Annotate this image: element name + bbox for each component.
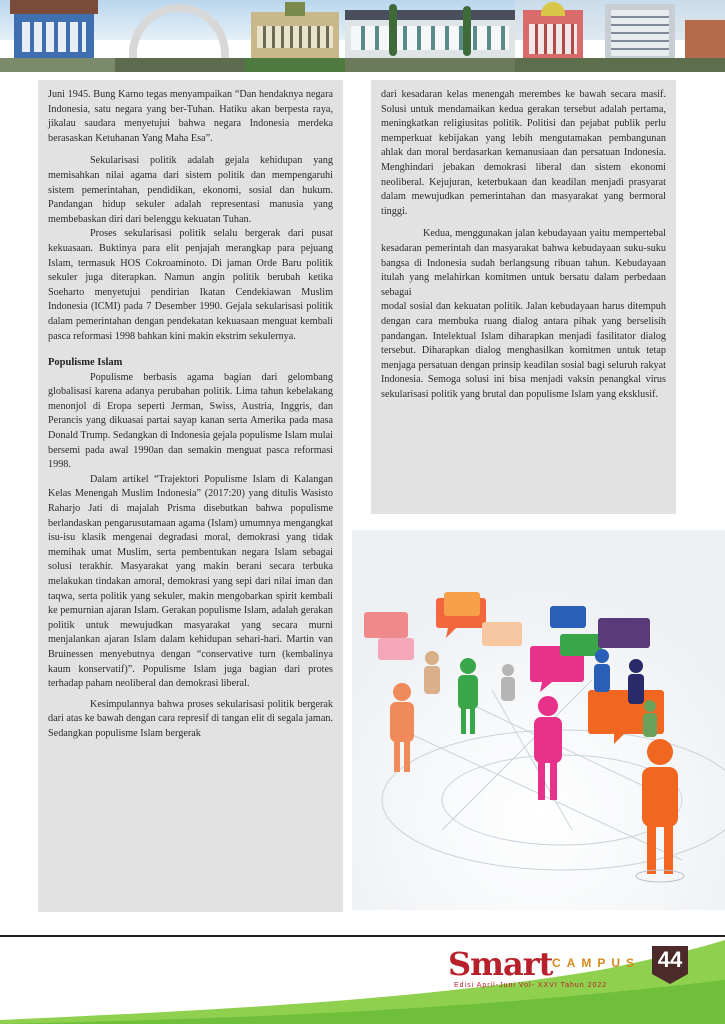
campus-rectorate-photo (245, 0, 345, 72)
page-number-ribbon (652, 974, 688, 984)
right-paragraph-3: modal sosial dan kekuatan politik. Jalan kebudayaan harus ditempuh dengan cara membuka ruang dialog antara pihak yang berselisih pandangan. Intelektual Islam diharapkan menjadi fasilitator dialog tersebut. Diharapkan dialog menghasilkan komitmen untuk tetap menjaga persatuan dengan prinsip keadilan sosial bagi seluruh rakyat Indonesia. Semoga solusi ini bisa menjadi vaksin penangkal virus sekularisasi politik yang brutal dan populisme Islam yang eksklusif. (381, 301, 666, 400)
network-illustration-svg (352, 530, 725, 910)
brand-campus-text: CAMPUS (552, 956, 641, 970)
smart-campus-logo (448, 944, 693, 992)
header-photo-banner (0, 0, 725, 72)
right-paragraph-1: dari kesadaran kelas menengah merembes ke bawah secara masif. Solusi untuk mendamaikan kedua gerakan tersebut adalah pertama, meningkatkan religiusitas politik. Politisi dan pejabat publik perlu memperkuat kebijakan yang lebih mengutamakan pembangunan ahlak dan moral berdasarkan kemanusiaan dan persatuan Indonesia. Menghindari jebakan demokrasi liberal dan sistem ekonomi neoliberal. Kejujuran, keterbukaan dan keadilan menjadi prasyarat dalam mewujudkan pemerintahan dan masyarakat yang bermoral tinggi. (381, 89, 666, 217)
speech-bubble (598, 618, 650, 648)
right-article-column (371, 80, 676, 514)
campus-faculty-photo (345, 0, 515, 72)
speech-bubble (364, 612, 408, 638)
left-paragraph-6: Kesimpulannya bahwa proses sekularisasi politik bergerak dari atas ke bawah dengan cara represif di tangan elit di segala jaman. Sedangkan populisme Islam bergerak (48, 698, 333, 739)
speech-bubble (560, 634, 602, 656)
footer-divider (0, 935, 725, 937)
people-speech-bubbles-illustration (352, 530, 725, 910)
left-paragraph-3: Proses sekularisasi politik selalu bergerak dari pusat kekuasaan. Buktinya para elit penjajah merangkap para pejuang Islam, termasuk HOS Cokroaminoto. Di jaman Orde Baru politik sekuler juga diterapkan. Namun angin politik berubah ketika Soeharto menyetujui pendirian Ikatan Cendekiawan Muslim Indonesia (ICMI) pada 7 Desember 1990. Gejala sekularisasi politik dalam pemerintahan dengan pendekatan kekuasaan menguat kembali pasca reformasi 1998 bahkan kini makin ekstrim sekulernya. (48, 228, 333, 342)
section-heading-populisme: Populisme Islam (48, 357, 123, 369)
campus-gate-photo (115, 0, 245, 72)
edition-info: Edisi April-Juni Vol- XXVI Tahun 2022 (454, 982, 608, 989)
left-paragraph-2: Sekularisasi politik adalah gejala kehidupan yang memisahkan nilai agama dari sistem politik dan mempengaruhi sistem pemerintahan, pendidikan, ekonomi, sosial dan hukum. Pandangan hidup sekuler adalah representasi manusia yang membebaskan diri dari belenggu kekuatan Tuhan. (48, 155, 333, 225)
left-paragraph-1: Juni 1945. Bung Karno tegas menyampaikan “Dan hendaknya negara Indonesia, satu negara yang ber-Tuhan. Hatiku akan berpesta raya, jikalau saudara menyetujui bahwa negara Indonesia merdeka berasaskan Ketuhanan Yang Maha Esa”. (48, 89, 333, 144)
left-paragraph-5: Dalam artikel “Trajektori Populisme Islam di Kalangan Kelas Menengah Muslim Indonesia” (2017:20) yang ditulis Wasisto Raharjo Jati di majalah Prisma disebutkan bahwa populisme berlandaskan pengarusutamaan agama (Islam) umumnya mengangkat isu-isu klasik mengenai degradasi moral, demokrasi yang tidak memihak umat Muslim, serta pembentukan negara Islam sebagai solusi terakhir. Masyarakat yang makin berani secara terbuka melakukan tindakan amoral, demokrasi yang sepi dari nilai iman dan taqwa, serta politik yang sekuler, makin mengobarkan spirit kembali ke pemurnian ajaran Islam. Gerakan populisme Islam, adalah gerakan politik untuk mewujudkan masyarakat yang secara murni menjalankan ajaran Islam dalam kehidupan sehari-hari. Martin van Bruinessen menyebutnya dengan “conservative turn (kembalinya kaum konservatif)”. Populisme Islam juga bagian dari protes terhadap paham neoliberal dan demokrasi liberal. (48, 473, 333, 690)
campus-building-photo (0, 0, 115, 72)
page-number: 44 (652, 946, 688, 974)
left-article-column (38, 80, 343, 912)
campus-aerial-photo (515, 0, 725, 72)
speech-bubble (444, 592, 480, 616)
speech-bubble (482, 622, 522, 646)
speech-bubble (378, 638, 414, 660)
brand-smart-text: Smart (448, 945, 553, 983)
speech-bubble (550, 606, 586, 628)
left-paragraph-4: Populisme berbasis agama bagian dari gelombang globalisasi karena adanya perubahan politik. Lima tahun kebelakang menonjol di Eropa seperti Jerman, Swiss, Austria, Inggris, dan Perancis yang dikuasai partai sayap kanan serta Amerika pada masa Donald Trump. Sedangkan di Indonesia gejala populisme Islam mulai bersemi pada awal 1990an dan semakin menguat pasca reformasi 1998. (48, 371, 333, 471)
right-paragraph-2: Kedua, menggunakan jalan kebudayaan yaitu mempertebal kesadaran pemerintah dan masyarakat bahwa kebudayaan suku-suku bangsa di Indonesia sudah berlangsung ribuan tahun. Kebudayaan itulah yang melahirkan komitmen untuk bersatu dalam perbedaan sebagai (381, 228, 666, 298)
